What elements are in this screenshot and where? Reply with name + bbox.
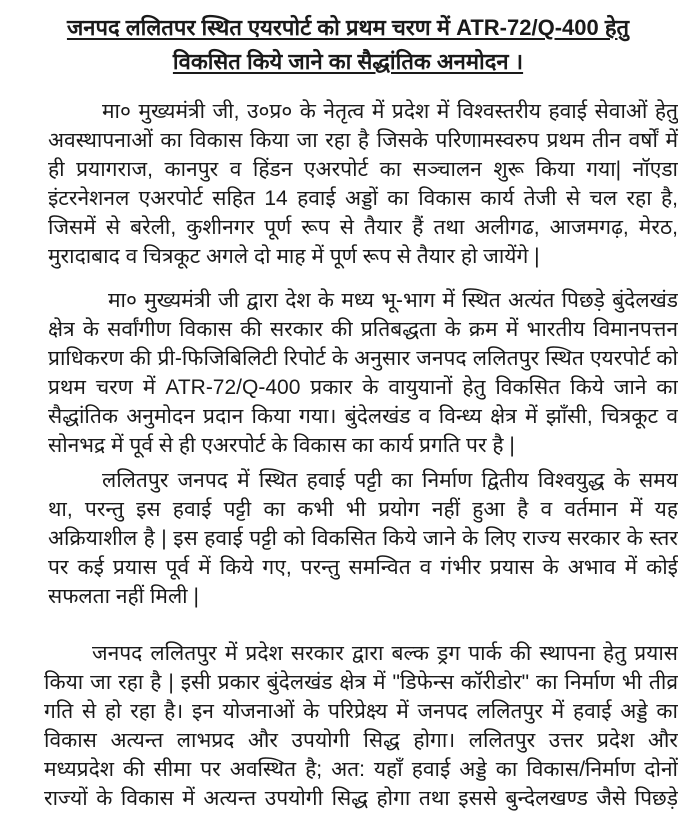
text-line: था, परन्तु इस हवाई पट्टी का कभी भी प्रयोग नहीं हुआ है व वर्तमान में यह xyxy=(48,498,678,521)
paragraph-1 xyxy=(48,97,678,271)
text-line: अवस्थापनाओं का विकास किया जा रहा है जिसके परिणामस्वरुप प्रथम तीन वर्षों में xyxy=(48,129,678,152)
text-line: मा० मुख्यमंत्री जी द्वारा देश के मध्य भू-भाग में स्थित अत्यंत पिछड़े बुंदेलखंड xyxy=(108,289,678,312)
text-line: सफलता नहीं मिली | xyxy=(48,585,199,608)
text-line: मध्यप्रदेश की सीमा पर अवस्थित है; अत: यहाँ हवाई अड्डे का विकास/निर्माण दोनों xyxy=(44,758,678,781)
text-line: ही प्रयागराज, कानपुर व हिंडन एअरपोर्ट का सञ्चालन शुरू किया गया| नॉएडा xyxy=(48,158,678,181)
text-line: जिसमें से बरेली, कुशीनगर पूर्ण रूप से तैयार हैं तथा अलीगढ, आजमगढ़, मेरठ, xyxy=(48,216,678,239)
text-line: सोनभद्र में पूर्व से ही एअरपोर्ट के विकास का कार्य प्रगति पर है | xyxy=(48,434,515,457)
text-line: अक्रियाशील है | इस हवाई पट्टी को विकसित किये जाने के लिए राज्य सरकार के स्तर xyxy=(48,527,678,550)
text-line: प्रथम चरण में ATR-72/Q-400 प्रकार के वायुयानों हेतु विकसित किये जाने का xyxy=(48,376,678,399)
text-line: गति से हो रहा है। इन योजनाओं के परिप्रेक्ष्य में जनपद ललितपुर में हवाई अड्डे का xyxy=(44,700,678,723)
text-line: प्राधिकरण की प्री-फिजिबिलिटी रिपोर्ट के अनुसार जनपद ललितपुर स्थित एयरपोर्ट को xyxy=(48,347,678,370)
text-line: मा० मुख्यमंत्री जी, उ०प्र० के नेतृत्व में प्रदेश में विश्वस्तरीय हवाई सेवाओं हेतु xyxy=(102,100,678,123)
text-line: इंटरनेशनल एअरपोर्ट सहित 14 हवाई अड्डों का विकास कार्य तेजी से चल रहा है, xyxy=(48,187,678,210)
text-line: मुरादाबाद व चित्रकूट अगले दो माह में पूर्ण रूप से तैयार हो जायेंगे | xyxy=(48,245,540,268)
text-line: सैद्धांतिक अनुमोदन प्रदान किया गया। बुंदेलखंड व विन्ध्य क्षेत्र में झाँसी, चित्रकूट व xyxy=(48,405,678,428)
text-line: राज्यों के विकास में अत्यन्त उपयोगी सिद्ध होगा तथा इससे बुन्देलखण्ड जैसे पिछड़े xyxy=(44,787,678,810)
paragraph-2 xyxy=(48,286,678,460)
text-line: जनपद ललितपुर में प्रदेश सरकार द्वारा बल्क ड्रग पार्क की स्थापना हेतु प्रयास xyxy=(92,642,678,665)
paragraph-4 xyxy=(44,639,678,813)
text-line: किया जा रहा है | इसी प्रकार बुंदेलखंड क्षेत्र में "डिफेन्स कॉरीडोर" का निर्माण भी तीव्र xyxy=(44,671,678,694)
text-line: विकास अत्यन्त लाभप्रद और उपयोगी सिद्ध होगा। ललितपुर उत्तर प्रदेश और xyxy=(44,729,678,752)
text-line: पर कई प्रयास पूर्व में किये गए, परन्तु समन्वित व गंभीर प्रयास के अभाव में कोई xyxy=(48,556,678,579)
document-title-line-1: जनपद ललितपर स्थित एयरपोर्ट को प्रथम चरण में ATR-72/Q-400 हेतु xyxy=(66,15,630,40)
text-line: ललितपुर जनपद में स्थित हवाई पट्टी का निर्माण द्वितीय विश्वयुद्ध के समय xyxy=(102,469,678,492)
document-title-line-2: विकसित किये जाने का सैद्धांतिक अनमोदन । xyxy=(172,49,524,74)
paragraph-3 xyxy=(48,466,678,611)
text-line: क्षेत्र के सर्वांगीण विकास की सरकार की प्रतिबद्धता के क्रम में भारतीय विमानपत्तन xyxy=(48,318,678,341)
